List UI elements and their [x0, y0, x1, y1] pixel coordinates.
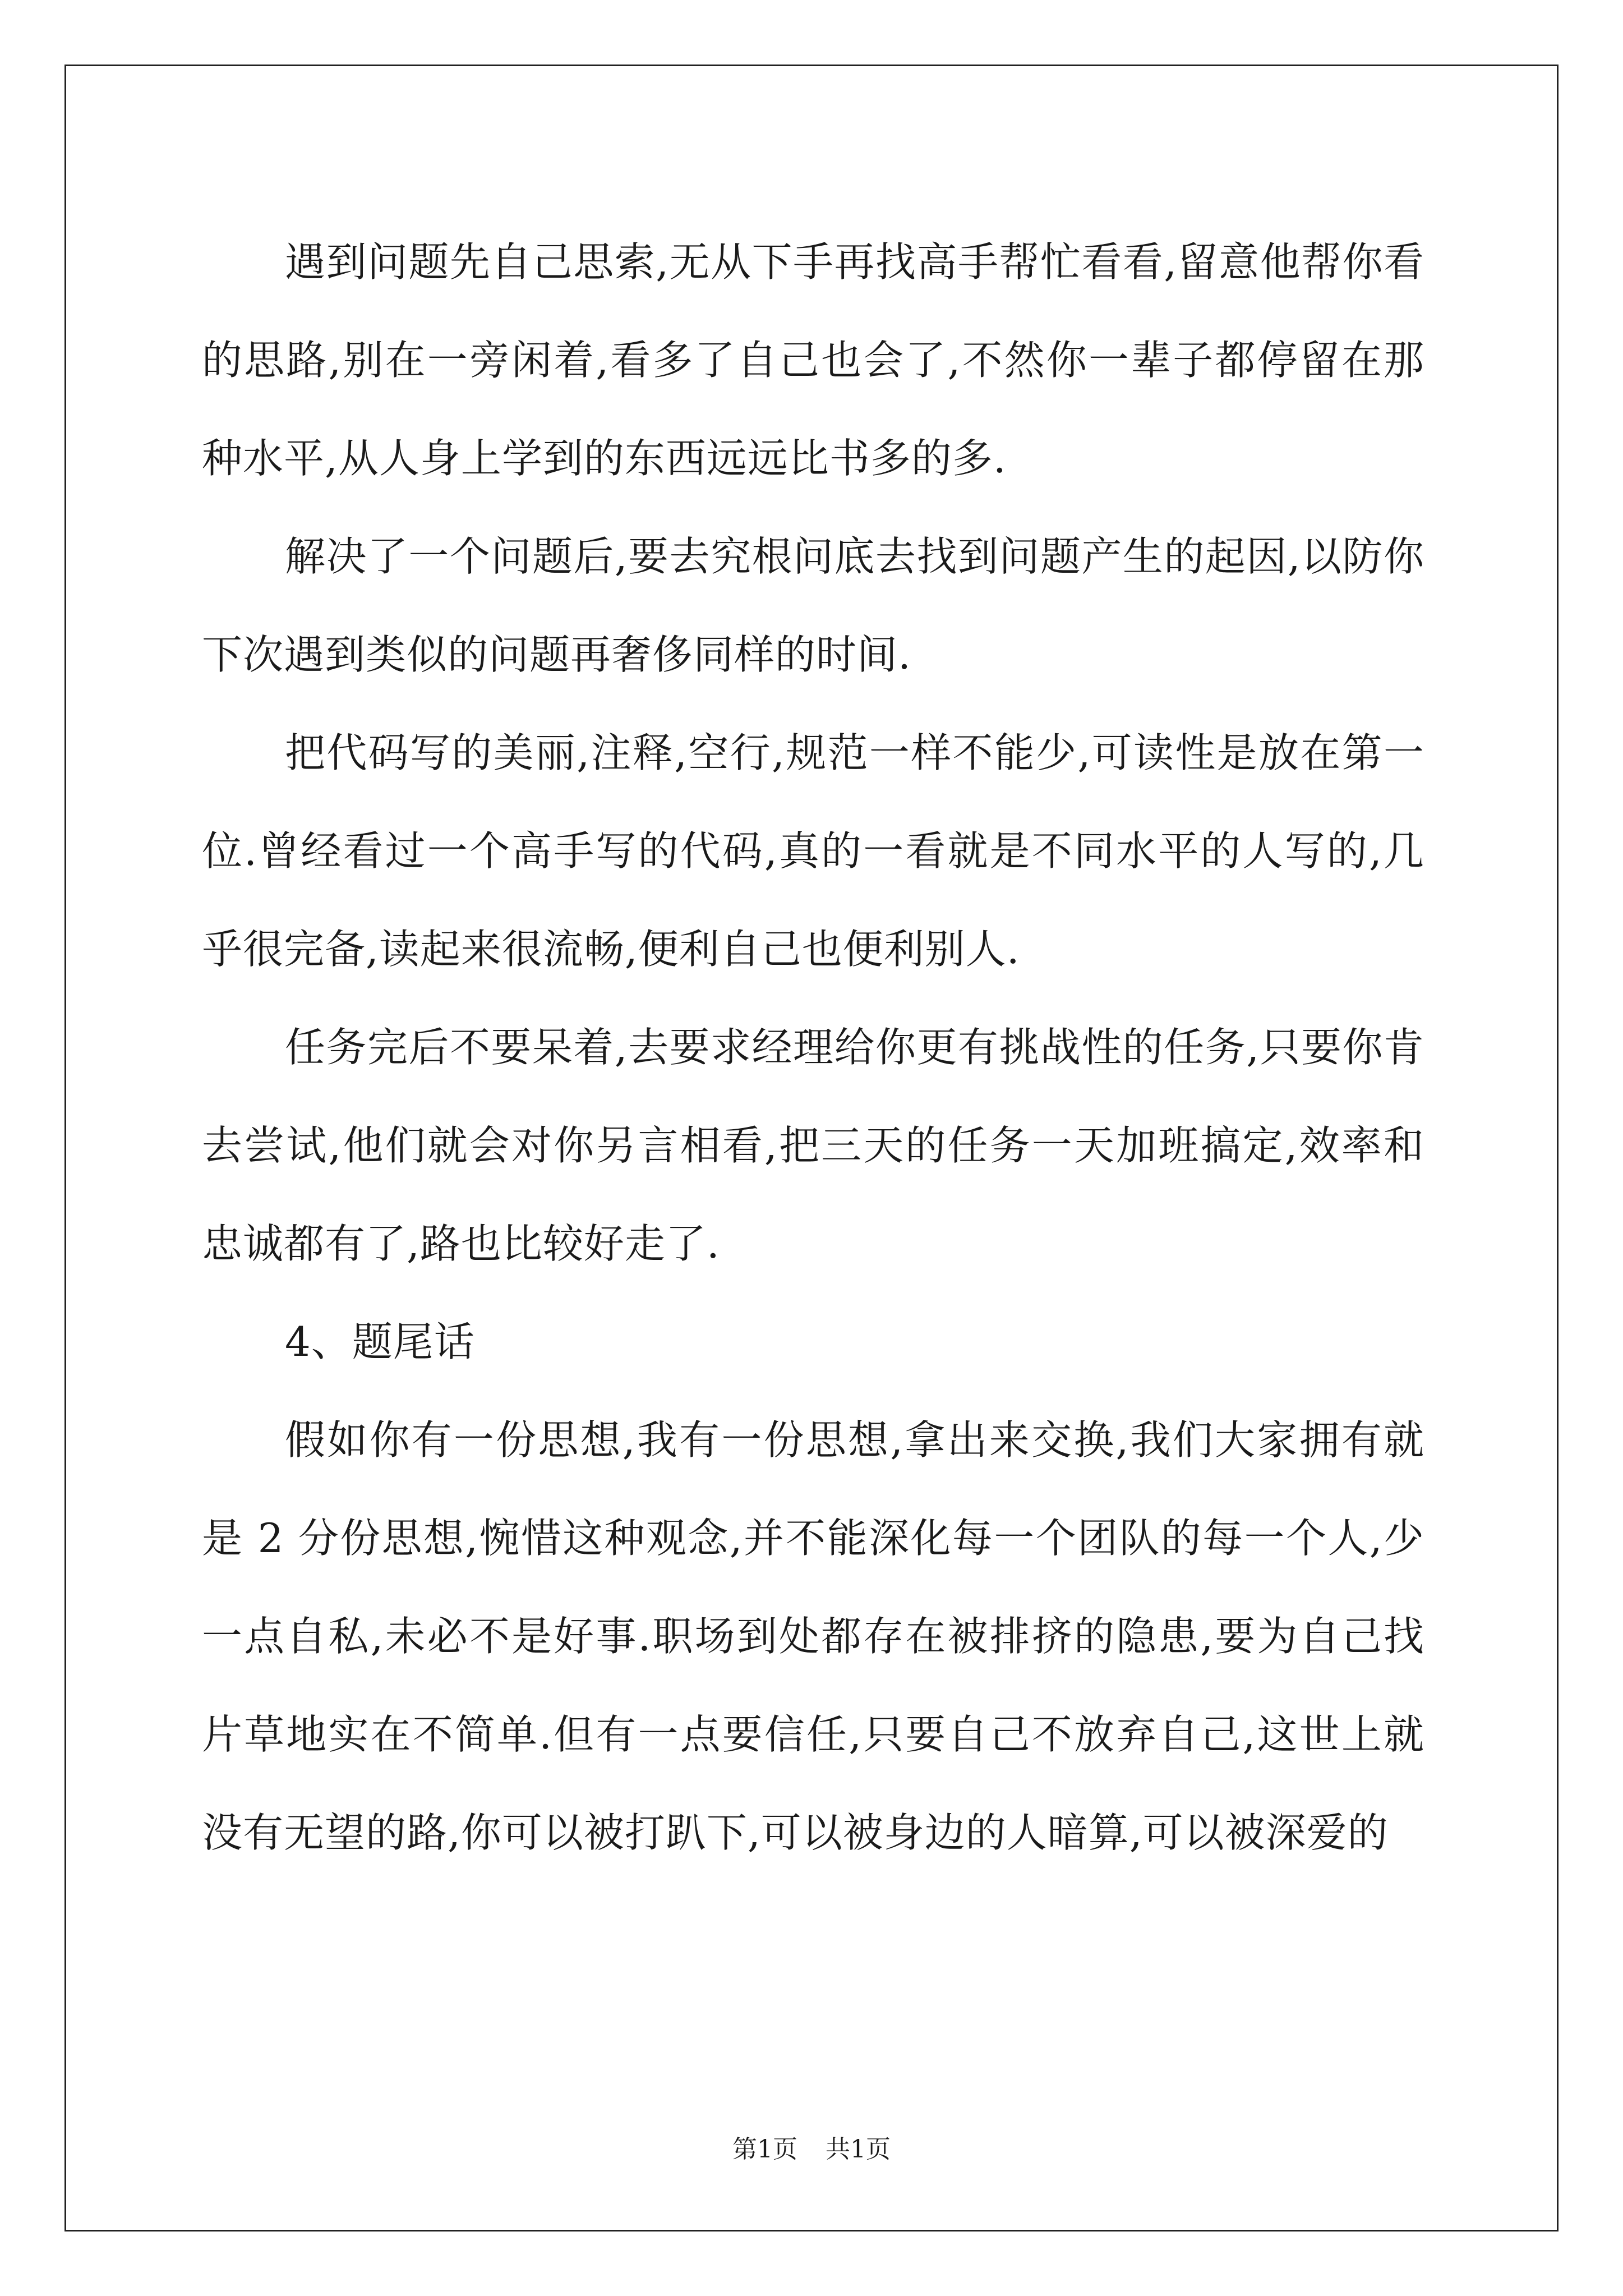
- paragraph: 假如你有一份思想,我有一份思想,拿出来交换,我们大家拥有就是 2 分份思想,惋惜这种观念,并不能深化每一个团队的每一个人,少一点自私,未必不是好事.职场到处都存在被排挤的隐患,要为自己找片草地实在不简单.但有一点要信任,只要自己不放弃自己,这世上就没有无望的路,你可以被打趴下,可以被身边的人暗算,可以被深爱的: [202, 1416, 1424, 1856]
- paragraph: 解决了一个问题后,要去究根问底去找到问题产生的起因,以防你下次遇到类似的问题再奢侈同样的时间.: [202, 533, 1424, 678]
- document-body: [202, 213, 1424, 1882]
- paragraph: 把代码写的美丽,注释,空行,规范一样不能少,可读性是放在第一位.曾经看过一个高手写的代码,真的一看就是不同水平的人写的,几乎很完备,读起来很流畅,便利自己也便利别人.: [202, 729, 1424, 973]
- section-heading: 4、题尾话: [285, 1318, 475, 1365]
- page-footer: [0, 2129, 1623, 2165]
- page-total: 共1页: [826, 2135, 891, 2164]
- page-number: 第1页: [732, 2135, 797, 2164]
- paragraph: 任务完后不要呆着,去要求经理给你更有挑战性的任务,只要你肯去尝试,他们就会对你另言相看,把三天的任务一天加班搞定,效率和忠诚都有了,路也比较好走了.: [202, 1024, 1424, 1267]
- paragraph: 遇到问题先自己思索,无从下手再找高手帮忙看看,留意他帮你看的思路,别在一旁闲着,看多了自己也会了,不然你一辈子都停留在那种水平,从人身上学到的东西远远比书多的多.: [202, 238, 1424, 482]
